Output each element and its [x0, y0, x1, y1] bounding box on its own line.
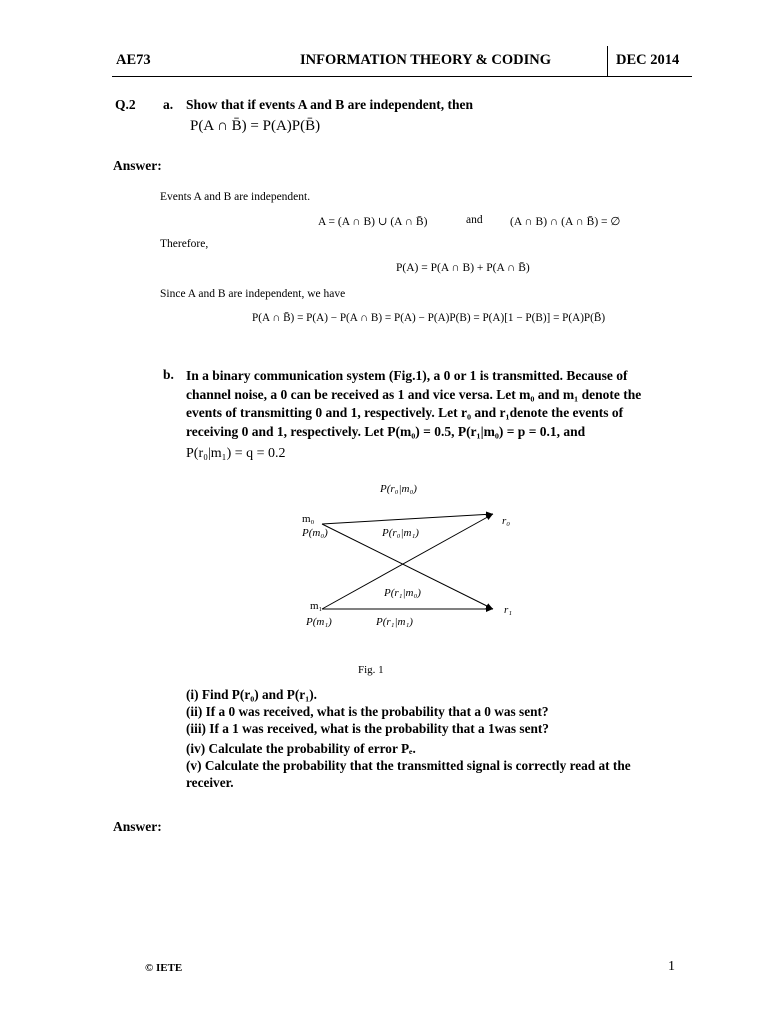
part-b-line: events of transmitting 0 and 1, respectively. Let r₀ and r₁denote the events of — [186, 405, 624, 420]
edge-m0-r0 — [322, 514, 493, 524]
label-r1: r₁ — [504, 604, 513, 616]
sub-question: receiver. — [186, 775, 234, 790]
label-m1: m₁ — [310, 600, 323, 612]
proof-line-4: P(A) = P(A ∩ B) + P(A ∩ B̄) — [396, 262, 530, 274]
sub-questions — [186, 686, 706, 791]
label-p-r0-m1: P(r₀|m₁) — [382, 527, 419, 539]
label-p-m1: P(m₁) — [306, 616, 332, 628]
figure-caption: Fig. 1 — [358, 664, 384, 676]
part-b-line: P(r₀|m₁) = q = 0.2 — [186, 446, 286, 461]
proof-line-2-left: A = (A ∩ B) ∪ (A ∩ B̄) — [318, 216, 428, 228]
channel-diagram — [290, 476, 530, 638]
part-a-formula: P(A ∩ B̄) = P(A)P(B̄) — [190, 118, 321, 134]
label-p-m0: P(m₀) — [302, 527, 328, 539]
header-rule — [112, 76, 692, 77]
sub-question: (v) Calculate the probability that the transmitted signal is correctly read at the — [186, 758, 631, 773]
header-divider — [607, 46, 608, 76]
part-b-label: b. — [163, 367, 174, 382]
label-r0: r₀ — [502, 515, 511, 527]
part-b-line: In a binary communication system (Fig.1), a 0 or 1 is transmitted. Because of — [186, 368, 628, 383]
proof-line-6: P(A ∩ B̄) = P(A) − P(A ∩ B) = P(A) − P(A)P(B) = P(A)[1 − P(B)] = P(A)P(B̄) — [252, 312, 606, 324]
course-code: AE73 — [116, 52, 151, 68]
copyright: © IETE — [145, 962, 183, 974]
proof-line-5: Since A and B are independent, we have — [160, 288, 346, 300]
page-number: 1 — [668, 959, 675, 974]
proof-line-2-mid: and — [466, 214, 483, 226]
question-number: Q.2 — [115, 97, 136, 112]
sub-question: (i) Find P(r₀) and P(r₁). — [186, 687, 317, 702]
answer-b-label: Answer: — [113, 819, 162, 834]
proof-line-3: Therefore, — [160, 238, 209, 250]
answer-a-label: Answer: — [113, 158, 162, 173]
course-title: INFORMATION THEORY & CODING — [300, 52, 551, 68]
part-b-text — [186, 367, 706, 464]
label-p-r1-m1: P(r₁|m₁) — [376, 616, 413, 628]
label-p-r1-m0: P(r₁|m₀) — [384, 587, 421, 599]
part-b-line: channel noise, a 0 can be received as 1 and vice versa. Let m₀ and m₁ denote the — [186, 386, 642, 402]
label-p-r0-m0: P(r₀|m₀) — [380, 483, 417, 495]
sub-question: (iv) Calculate the probability of error Pₑ. — [186, 741, 416, 756]
label-m0: m₀ — [302, 513, 315, 525]
sub-question: (ii) If a 0 was received, what is the probability that a 0 was sent? — [186, 704, 549, 719]
part-b-line: receiving 0 and 1, respectively. Let P(m₀) = 0.5, P(r₁|m₀) = p = 0.1, and — [186, 423, 586, 439]
proof-line-2-right: (A ∩ B) ∩ (A ∩ B̄) = ∅ — [510, 216, 621, 228]
part-a-label: a. — [163, 97, 174, 112]
exam-date: DEC 2014 — [616, 52, 680, 68]
sub-question: (iii) If a 1 was received, what is the probability that a 1was sent? — [186, 721, 549, 736]
part-a-text: Show that if events A and B are independent, then — [186, 97, 474, 112]
proof-line-1: Events A and B are independent. — [160, 191, 311, 203]
